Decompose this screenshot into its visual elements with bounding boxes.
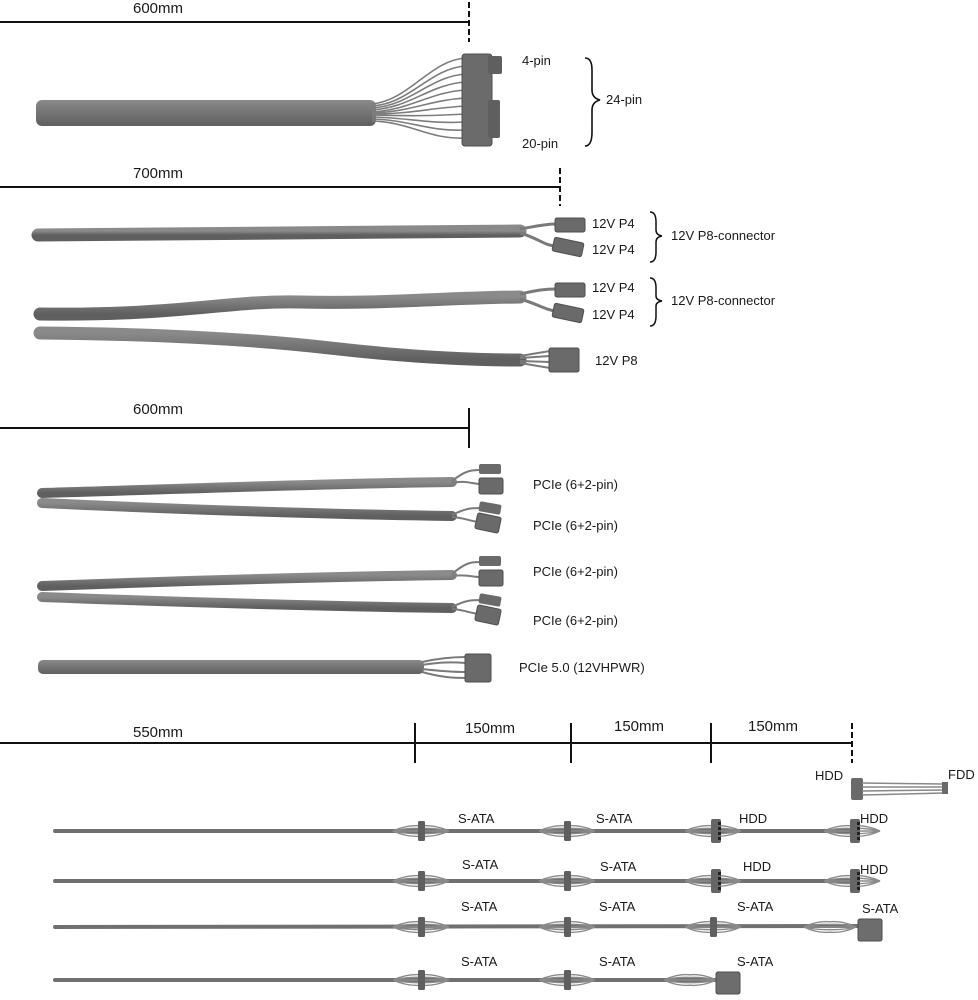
pcie-wires bbox=[452, 470, 480, 484]
connector-label: HDD bbox=[860, 862, 889, 877]
molex-pin bbox=[718, 827, 721, 830]
cpu-cable-1 bbox=[38, 231, 520, 235]
connector-label: S-ATA bbox=[596, 811, 633, 826]
sata-end-connector bbox=[858, 919, 882, 941]
cpu-connector bbox=[555, 283, 585, 297]
connector-label: S-ATA bbox=[461, 954, 498, 969]
connector-label: HDD bbox=[743, 859, 772, 874]
sata-connector bbox=[564, 871, 571, 891]
cpu-connector bbox=[552, 237, 584, 257]
sata-connector bbox=[564, 917, 571, 937]
cpu-cable-2 bbox=[40, 297, 520, 314]
brace-icon bbox=[650, 278, 662, 326]
molex-pin bbox=[857, 827, 860, 830]
cpu-cable-3 bbox=[40, 333, 520, 360]
atx-cable bbox=[36, 100, 376, 126]
connector-label: HDD bbox=[860, 811, 889, 826]
connector-label: HDD bbox=[739, 811, 768, 826]
fdd-connector bbox=[942, 782, 948, 794]
pin-label-24: 24-pin bbox=[606, 92, 643, 107]
molex-pin bbox=[718, 877, 721, 880]
length-label: 700mm bbox=[133, 165, 184, 182]
length-label: 150mm bbox=[748, 718, 799, 735]
molex-pin bbox=[718, 822, 721, 825]
brace-icon bbox=[585, 58, 600, 146]
connector-label: S-ATA bbox=[599, 899, 636, 914]
connector-label: 12V P8 bbox=[595, 353, 638, 368]
cpu-connector bbox=[552, 303, 584, 323]
connector-label: S-ATA bbox=[737, 899, 774, 914]
connector-label: S-ATA bbox=[600, 859, 637, 874]
molex-pin bbox=[718, 872, 721, 875]
pcie-wires bbox=[452, 562, 480, 577]
connector-label: S-ATA bbox=[862, 901, 899, 916]
connector-label: FDD bbox=[948, 767, 975, 782]
brace-icon bbox=[650, 212, 662, 262]
connector-label: PCIe (6+2-pin) bbox=[533, 477, 618, 492]
connector-label: S-ATA bbox=[461, 899, 498, 914]
adapter-wires bbox=[862, 783, 944, 795]
pcie-connector bbox=[479, 478, 503, 494]
connector-label: S-ATA bbox=[458, 811, 495, 826]
cpu-wires bbox=[520, 224, 556, 246]
pcie5-wires bbox=[422, 657, 466, 678]
molex-hdd-connector bbox=[851, 778, 863, 800]
sata-connector bbox=[418, 821, 425, 841]
pcie-connector bbox=[475, 513, 502, 534]
connector-label: S-ATA bbox=[737, 954, 774, 969]
length-label: 550mm bbox=[133, 724, 184, 741]
connector-label: PCIe (6+2-pin) bbox=[533, 518, 618, 533]
cpu-8pin-connector bbox=[549, 348, 579, 372]
connector-label: HDD bbox=[815, 768, 844, 783]
length-label: 600mm bbox=[133, 401, 184, 418]
atx-connector-20pin bbox=[462, 54, 492, 146]
atx-wires bbox=[372, 58, 466, 138]
pcie5-connector bbox=[465, 654, 491, 682]
connector-label: S-ATA bbox=[462, 857, 499, 872]
molex-pin bbox=[857, 877, 860, 880]
pcie-cable-group bbox=[0, 408, 503, 682]
molex-pin bbox=[718, 832, 721, 835]
sata-connector bbox=[418, 871, 425, 891]
atx-cable-group bbox=[0, 2, 600, 146]
cpu-wires bbox=[520, 289, 556, 311]
pcie-cable bbox=[42, 503, 452, 516]
molex-pin bbox=[857, 887, 860, 890]
connector-label: S-ATA bbox=[599, 954, 636, 969]
cpu-connector bbox=[555, 218, 585, 232]
molex-pin bbox=[718, 882, 721, 885]
connector-label: 12V P4 bbox=[592, 242, 635, 257]
group-label: 12V P8-connector bbox=[671, 228, 776, 243]
molex-pin bbox=[718, 837, 721, 840]
sata-connector bbox=[710, 917, 717, 937]
pcie-connector bbox=[479, 556, 501, 566]
connector-label: PCIe (6+2-pin) bbox=[533, 613, 618, 628]
connector-label: 12V P4 bbox=[592, 280, 635, 295]
molex-pin bbox=[718, 887, 721, 890]
connector-label: PCIe (6+2-pin) bbox=[533, 564, 618, 579]
sata-connector bbox=[564, 821, 571, 841]
sata-connector bbox=[564, 970, 571, 990]
group-label: 12V P8-connector bbox=[671, 293, 776, 308]
length-label: 600mm bbox=[133, 0, 184, 17]
atx-connector-4pin bbox=[488, 56, 502, 74]
pcie5-cable bbox=[38, 660, 424, 674]
length-label: 150mm bbox=[614, 718, 665, 735]
pin-label-20: 20-pin bbox=[522, 136, 559, 151]
molex-pin bbox=[857, 837, 860, 840]
cpu-cable-group bbox=[0, 165, 662, 372]
connector-label: 12V P4 bbox=[592, 307, 635, 322]
pcie-connector bbox=[475, 605, 502, 626]
sata-connector bbox=[418, 917, 425, 937]
pcie-cable bbox=[42, 575, 452, 586]
pcie-connector bbox=[479, 570, 503, 586]
connector-label: PCIe 5.0 (12VHPWR) bbox=[519, 660, 645, 675]
pcie-connector bbox=[478, 593, 501, 607]
molex-pin bbox=[857, 882, 860, 885]
pcie-cable bbox=[42, 482, 452, 493]
sata-end-connector bbox=[716, 972, 740, 994]
molex-pin bbox=[857, 832, 860, 835]
connector-label: 12V P4 bbox=[592, 216, 635, 231]
length-label: 150mm bbox=[465, 720, 516, 737]
pin-label-4: 4-pin bbox=[522, 53, 551, 68]
pcie-connector bbox=[478, 501, 501, 515]
sata-connector bbox=[418, 970, 425, 990]
pcie-cable bbox=[42, 597, 452, 608]
pcie-connector bbox=[479, 464, 501, 474]
atx-latch bbox=[488, 100, 500, 138]
